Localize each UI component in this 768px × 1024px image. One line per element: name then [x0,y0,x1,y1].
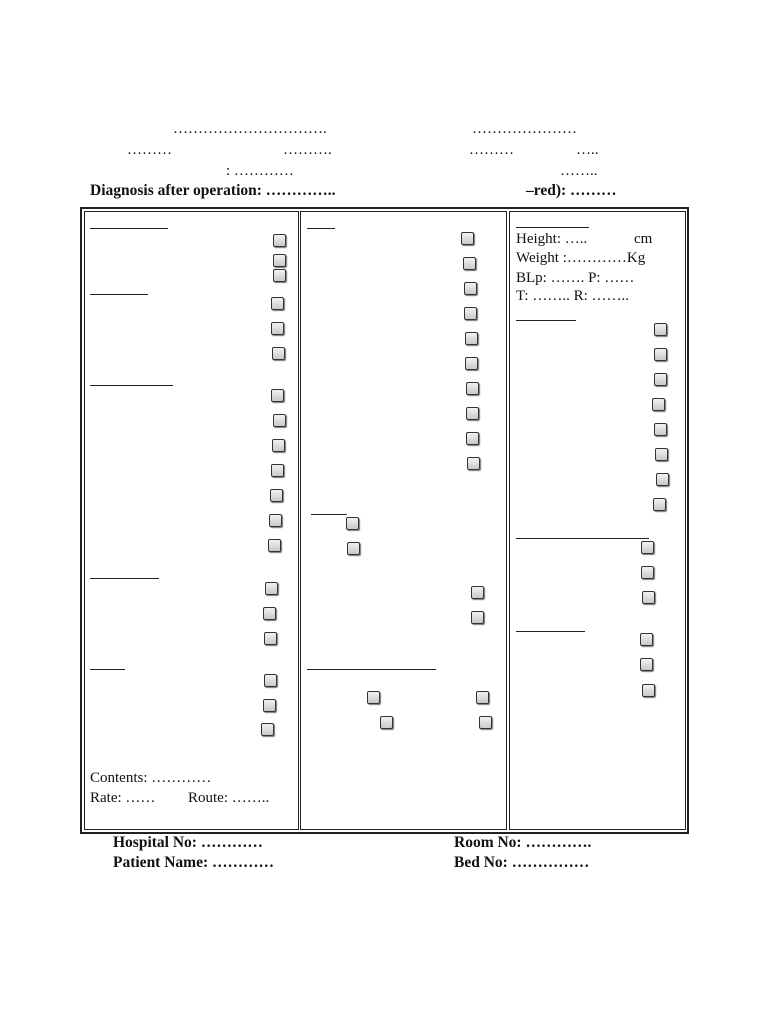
diagnosis-right-field: –red): ……… [526,182,617,199]
checkbox[interactable] [464,307,477,320]
column-2 [300,211,507,830]
checkbox[interactable] [652,398,665,411]
column-1 [84,211,299,830]
checkbox[interactable] [640,633,653,646]
checkbox[interactable] [641,566,654,579]
section-rule [307,669,436,670]
checkbox[interactable] [265,582,278,595]
checkbox[interactable] [654,373,667,386]
checkbox[interactable] [264,674,277,687]
hospital-no-field: Hospital No: ………… [113,834,263,851]
checkbox[interactable] [273,414,286,427]
column-3 [509,211,686,830]
checkbox[interactable] [271,322,284,335]
rate-field: Rate: …… [90,790,156,806]
height-unit: cm [634,231,653,247]
height-field: Height: ….. [516,231,588,247]
header-dots-8: …….. [560,163,598,179]
checkbox[interactable] [654,348,667,361]
checkbox[interactable] [466,382,479,395]
section-rule [90,228,168,229]
bed-no-field: Bed No: …………… [454,854,590,871]
checkbox[interactable] [654,323,667,336]
checkbox[interactable] [271,297,284,310]
blood-pressure-pulse-field: BLp: ……. P: …… [516,270,635,286]
checkbox[interactable] [463,257,476,270]
checkbox[interactable] [656,473,669,486]
contents-field: Contents: ………… [90,770,212,786]
header-dots-5: ……… [469,142,514,158]
checkbox[interactable] [471,611,484,624]
section-rule [516,227,589,228]
section-rule [90,294,148,295]
header-dots-6: ….. [576,142,599,158]
patient-name-field: Patient Name: ………… [113,854,274,871]
checkbox[interactable] [367,691,380,704]
section-rule [311,514,347,515]
section-rule [516,320,576,321]
section-rule [307,228,335,229]
checkbox[interactable] [263,699,276,712]
header-dots-1: …………………………. [173,121,327,137]
checkbox[interactable] [261,723,274,736]
checkbox[interactable] [642,591,655,604]
checkbox[interactable] [465,332,478,345]
checkbox[interactable] [264,632,277,645]
header-dots-7: : ………… [226,163,294,179]
checkbox[interactable] [346,517,359,530]
checkbox[interactable] [272,439,285,452]
checkbox[interactable] [653,498,666,511]
temp-resp-field: T: …….. R: …….. [516,288,630,304]
checkbox[interactable] [642,684,655,697]
header-dots-3: ……… [127,142,172,158]
header-dots-4: ………. [283,142,332,158]
checkbox[interactable] [476,691,489,704]
checkbox[interactable] [263,607,276,620]
checkbox[interactable] [461,232,474,245]
checkbox[interactable] [270,489,283,502]
checkbox[interactable] [466,432,479,445]
checkbox[interactable] [271,464,284,477]
checkbox[interactable] [269,514,282,527]
checkbox[interactable] [347,542,360,555]
checkbox[interactable] [640,658,653,671]
checkbox[interactable] [380,716,393,729]
checkbox[interactable] [272,347,285,360]
checkbox[interactable] [471,586,484,599]
checkbox[interactable] [655,448,668,461]
header-dots-2: ………………… [472,121,577,137]
section-rule [90,578,159,579]
checkbox[interactable] [271,389,284,402]
section-rule [90,385,173,386]
checkbox[interactable] [654,423,667,436]
checkbox[interactable] [273,234,286,247]
room-no-field: Room No: …………. [454,834,592,851]
section-rule [516,538,649,539]
section-rule [90,669,125,670]
checkbox[interactable] [464,282,477,295]
weight-field: Weight :…………Kg [516,250,646,266]
checkbox[interactable] [467,457,480,470]
diagnosis-after-operation: Diagnosis after operation: ………….. [90,182,336,199]
checkbox[interactable] [641,541,654,554]
checkbox[interactable] [268,539,281,552]
checkbox[interactable] [273,254,286,267]
section-rule [516,631,585,632]
checkbox[interactable] [479,716,492,729]
checkbox[interactable] [466,407,479,420]
route-field: Route: …….. [188,790,270,806]
checkbox[interactable] [465,357,478,370]
checkbox[interactable] [273,269,286,282]
